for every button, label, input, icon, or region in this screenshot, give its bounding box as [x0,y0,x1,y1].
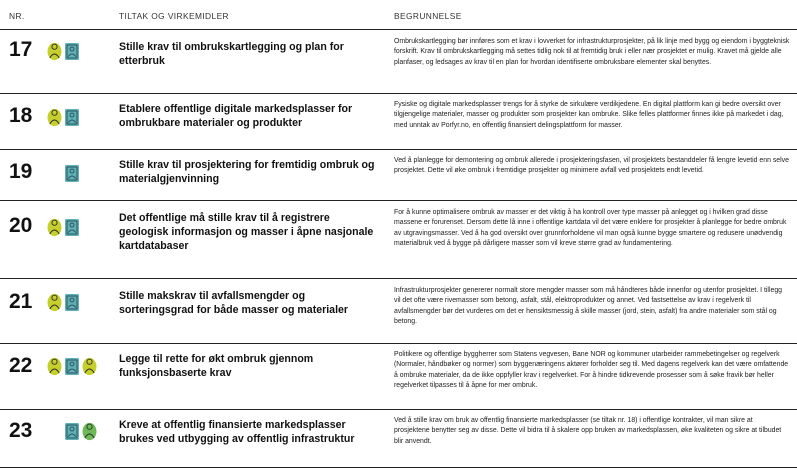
row-text: For å kunne optimalisere ombruk av masser er det viktig å ha kontroll over type masser på anlegget og i hvilken grad disse massene er forurenset. Dersom dette lå inne i offentlige kartdata vil det være enklere for prosjekter å planlegge for bedre ombruk av utgravingsmasser. Ved å ha god oversikt over grunnforholdene vil man også kunne bygge smartere og redusere unødvendig materialbruk ved å bygge på dårligere masser som vil kreve større grad av fundamentering. [394,209,787,248]
row-text: Infrastrukturprosjekter genererer normalt store mengder masser som må håndteres både innenfor og utenfor prosjektet. I tillegg vil det ofte være rivemasser som betong, asfalt, stål, elektroprodukter og annet. Ved fastsettelse av krav i regelverk til avfallsmengder bør det vurderes om det er hensiktsmessig å skille masser (jord, stein, asfalt) fra andre materialer som stål og betong. [394,287,782,326]
row-text: Ved å stille krav om bruk av offentlig finansierte markedsplasser (se tiltak nr. 18) i offentlige kontrakter, vil man sikre at prosjektene benytter seg av disse. Dette vil bidra til å skalere opp bruken av markedsplassen, øke kvaliteten og sikre at tilbudet blir anvendt. [394,417,782,445]
teal-building-icon [64,355,80,376]
lime-person-icon [46,216,63,237]
row-title: Det offentlige må stille krav til å registrere geologisk informasjon og masser i åpne nasjonale kartdatabaser [119,212,374,252]
green-person-icon [81,420,98,441]
row-title: Stille krav til ombrukskartlegging og plan for etterbruk [119,41,344,67]
row-text: Ombrukskartlegging bør innføres som et krav i lovverket for infrastrukturprosjekter, på lik linje med bygg og eiendom i byggteknisk forskrift. Krav til ombrukskartlegging må settes tidlig nok til at fremtidig bruk i eller nær prosjektet er mulig. Kravet må gjelde alle planfaser, og ledsages av krav til en plan for hvordan identifiserte ombruksbare elementer skal benyttes. [394,38,790,66]
row-title: Stille krav til prosjektering for fremtidig ombruk og materialgjenvinning [119,159,375,185]
row-text: Fysiske og digitale markedsplasser trengs for å styrke de sirkulære verdikjedene. En digital plattform kan gi bedre oversikt over tilgjengelige materialer, masser og produkter som prosjekter kan ombruke. Slike felles plattformer finnes ikke på markedet i dag, med unntak av Porfyr.no, en offentlig finansiert delingsplattform for masser. [394,101,784,129]
row-text: Ved å planlegge for demontering og ombruk allerede i prosjekteringsfasen, vil prosjektets bestanddeler få lengre levetid enn selve prosjektet. Dette vil øke ombruk i fremtidige prosjekter og minimere avfall ved prosjektets endt levetid. [394,157,789,175]
row-title: Legge til rette for økt ombruk gjennom funksjonsbaserte krav [119,353,314,379]
teal-building-icon [64,420,80,441]
teal-building-icon [64,216,80,237]
row-icons [46,40,86,62]
lime-person-icon [46,106,63,127]
row-number: 23 [9,419,33,442]
teal-building-icon [64,291,80,312]
row-icons [46,420,106,442]
row-icons [46,216,86,238]
table-row [0,94,797,149]
header-tiltak: TILTAK OG VIRKEMIDLER [119,11,230,21]
table-row [0,150,797,200]
row-divider [0,467,797,468]
row-number: 20 [9,214,33,237]
header-begrunnelse: BEGRUNNELSE [394,11,462,21]
table-header [0,0,797,30]
table-row [0,344,797,409]
row-number: 19 [9,160,33,183]
row-text: Politikere og offentlige byggherrer som Statens vegvesen, Bane NOR og kommuner utarbeider rammebetingelser og regelverk (Normaler, håndbøker og normer) som byggenæringens aktører forholder seg til. Med dagens regelverk kan det være omfattende å ombruke materialer, da de ikke oppfyller krav i regelverket. For å hindre tidkrevende prosesser som å søke fravik bør heller regelverket tilpasses til å åpne for mer ombruk. [394,351,789,390]
lime-person-icon [46,40,63,61]
row-title: Stille makskrav til avfallsmengder og sorteringsgrad for både masser og materialer [119,290,349,316]
row-number: 18 [9,104,33,127]
row-icons [46,355,106,377]
row-title: Etablere offentlige digitale markedsplasser for ombrukbare materialer og produkter [119,103,353,129]
row-icons [46,162,86,184]
header-nr: NR. [9,11,25,21]
row-number: 22 [9,354,33,377]
teal-building-icon [64,40,80,61]
row-icons [46,106,86,128]
teal-building-icon [64,106,80,127]
table-row [0,410,797,468]
table-row [0,279,797,343]
row-title: Kreve at offentlig finansierte markedsplasser brukes ved utbygging av offentlig infrastruktur [119,419,355,445]
table-row [0,201,797,278]
lime-person-icon [46,355,63,376]
teal-building-icon [64,162,80,183]
row-number: 21 [9,290,33,313]
row-icons [46,291,86,313]
lime-person-icon [46,291,63,312]
row-number: 17 [9,38,33,61]
lime-person-icon [81,355,98,376]
table-row [0,30,797,93]
